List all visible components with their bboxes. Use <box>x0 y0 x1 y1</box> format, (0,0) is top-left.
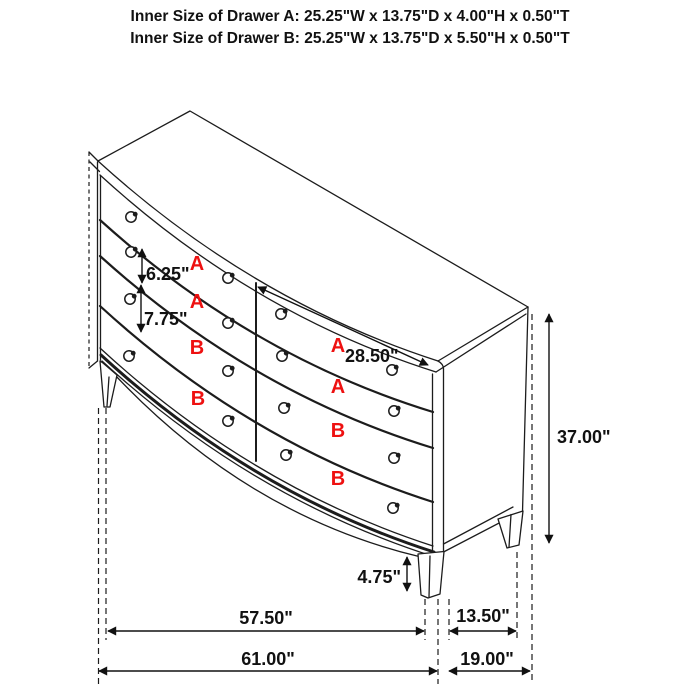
drawer-label-right-4: B <box>330 468 346 490</box>
label-overall-width: 61.00" <box>241 649 295 669</box>
legs <box>100 361 523 598</box>
drawer-a-inner-size-text: Inner Size of Drawer A: 25.25"W x 13.75"D x 4.00"H x 0.50"T <box>130 8 570 25</box>
drawer-label-right-2: A <box>330 376 346 398</box>
front-right-leg <box>418 552 444 599</box>
base-molding <box>100 348 435 557</box>
drawer-label-left-2: A <box>189 291 205 313</box>
base-molding-band <box>101 355 434 552</box>
knob-icon <box>389 453 401 463</box>
separator-row3-row4 <box>100 306 433 502</box>
knob-icon <box>277 351 289 361</box>
drawer-label-left-1: A <box>189 253 205 275</box>
base-bottom-line <box>102 361 435 557</box>
knob-icon <box>223 416 235 426</box>
label-overall-height: 37.00" <box>557 427 611 447</box>
knob-icon <box>223 273 235 283</box>
dresser-top-right-band <box>436 314 526 372</box>
drawer-label-left-4: B <box>190 388 206 410</box>
extension-lines <box>99 314 533 684</box>
drawer-label-right-1: A <box>330 335 346 357</box>
knob-icon <box>124 351 136 361</box>
label-width-between-legs: 57.50" <box>239 608 293 628</box>
drawer-letter-labels <box>190 253 345 490</box>
knob-icon <box>389 406 401 416</box>
knob-icon <box>223 318 235 328</box>
knob-icon <box>388 503 400 513</box>
knob-icon <box>126 212 138 222</box>
knob-icon <box>223 366 235 376</box>
side-panel-back-edge <box>523 307 529 512</box>
left-side-bottom-edge <box>89 361 98 368</box>
dimension-labels <box>144 264 611 669</box>
label-drawer-a-height: 6.25" <box>146 264 190 284</box>
knob-icon <box>126 247 138 257</box>
label-leg-depth: 13.50" <box>456 606 510 626</box>
label-drawer-b-height: 7.75" <box>144 309 188 329</box>
left-side-top-edge <box>89 152 98 161</box>
dresser-case <box>89 111 528 553</box>
knob-icon <box>387 365 399 375</box>
knob-icon <box>281 450 293 460</box>
knob-icon <box>276 309 288 319</box>
knob-icon <box>279 403 291 413</box>
label-leg-height: 4.75" <box>357 567 401 587</box>
drawer-label-left-3: B <box>189 337 205 359</box>
dresser-top-right-edge <box>438 307 528 361</box>
label-overall-depth: 19.00" <box>460 649 514 669</box>
drawer-label-right-3: B <box>330 420 346 442</box>
label-bank-width: 28.50" <box>345 346 399 366</box>
drawer-b-inner-size-text: Inner Size of Drawer B: 25.25"W x 13.75"D x 5.50"H x 0.50"T <box>130 30 570 47</box>
knob-icon <box>125 294 137 304</box>
